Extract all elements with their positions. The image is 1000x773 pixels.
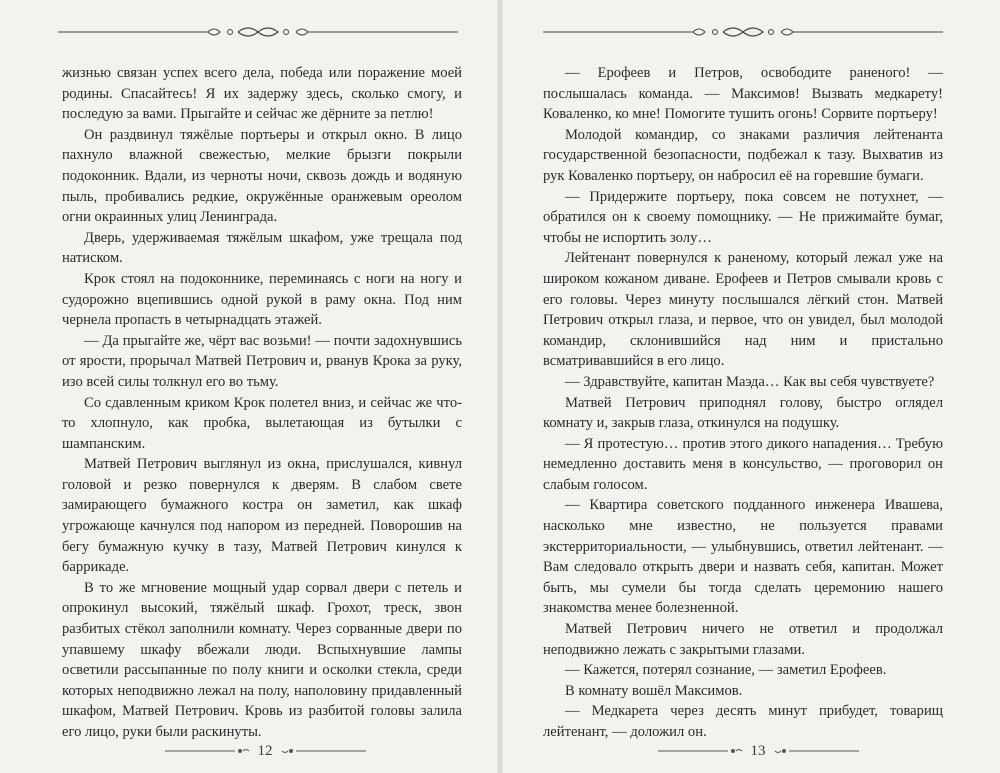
paragraph: Матвей Петрович ничего не ответил и продолжал неподвижно лежать с закрытыми глазами. (543, 621, 943, 658)
left-page (0, 0, 497, 773)
paragraph: Матвей Петрович приподнял голову, быстро оглядел комнату и, закрыв глаза, откинулся на подушку. (543, 394, 943, 432)
header-ornament (58, 22, 458, 42)
header-ornament (543, 22, 943, 42)
right-page (503, 0, 1000, 773)
paragraph: В комнату вошёл Максимов. (565, 682, 743, 699)
paragraph: — Квартира советского подданного инженера Ивашева, насколько мне известно, не пользуется правами экстерриториальности, — улыбнувшись, ответил лейтенант. — Вам следовало открыть двери и назвать себя, капитан. Может быть, мы сумели бы тогда сделать церемонию нашего знакомства менее болезненной. (543, 497, 943, 617)
paragraph: Молодой командир, со знаками различия лейтенанта государственной безопасности, подбежал к тазу. Выхватив из рук Коваленко портьеру, он набросил её на горевшие бумаги. (543, 126, 943, 184)
page-number: 12 (257, 742, 273, 759)
paragraph: Лейтенант повернулся к раненому, который лежал уже на широком кожаном диване. Ерофеев и Петров смывали кровь с его головы. Через минуту послышался лёгкий стон. Матвей Петрович открыл глаза, и первое, что он увидел, был молодой командир, склонившийся над ним и пристально всматривавшийся в его лицо. (543, 250, 943, 370)
footer-ornament (658, 746, 743, 756)
paragraph: жизнью связан успех всего дела, победа или поражение моей родины. Спасайтесь! Я их задержу здесь, сколько смогу, и последую за вами. Прыгайте и сейчас же дёрните за петлю! (62, 65, 462, 123)
page-number-footer (130, 742, 400, 760)
paragraph: Крок стоял на подоконнике, переминаясь с ноги на ногу и судорожно вцепившись одной рукой в раму окна. Под ним чернела пропасть в четырнадцать этажей. (62, 270, 462, 329)
footer-ornament (281, 746, 366, 756)
page-number: 13 (750, 742, 766, 759)
paragraph: — Здравствуйте, капитан Маэда… Как вы себя чувствуете? (565, 373, 935, 390)
paragraph: — Медкарета через десять минут прибудет, товарищ лейтенант, — доложил он. (543, 703, 943, 740)
paragraph: Дверь, удерживаемая тяжёлым шкафом, уже трещала под натиском. (62, 229, 462, 267)
footer-ornament (774, 746, 859, 756)
paragraph: Со сдавленным криком Крок полетел вниз, и сейчас же что-то хлопнуло, как пробка, вылетающая из бутылки с шампанским. (62, 394, 462, 452)
paragraph: Он раздвинул тяжёлые портьеры и открыл окно. В лицо пахнуло влажной свежестью, мелкие брызги покрыли подоконник. Вдали, из черноты ночи, сквозь дождь и водяную пыль, пробивались редкие, окружённые оранжевым ореолом огни окраинных улиц Ленинграда. (62, 126, 462, 226)
paragraph: — Ерофеев и Петров, освободите раненого! — послышалась команда. — Максимов! Вызвать медкарету! Коваленко, ко мне! Помогите тушить огонь! Сорвите портьеру! (543, 65, 943, 123)
paragraph: — Я протестую… против этого дикого нападения… Требую немедленно доставить меня в консульство, — проговорил он слабым голосом. (543, 435, 943, 493)
paragraph: — Придержите портьеру, пока совсем не потухнет, — обратился он к своему помощнику. — Не прижимайте бумаг, чтобы не испортить золу… (543, 188, 943, 246)
paragraph: — Кажется, потерял сознание, — заметил Ерофеев. (565, 662, 887, 679)
left-page-text (62, 63, 462, 743)
footer-ornament (165, 746, 250, 756)
right-page-text (543, 63, 943, 743)
paragraph: Матвей Петрович выглянул из окна, прислушался, кивнул головой и резко повернулся к дверям. В слабом свете замирающего бумажного костра он заметил, как шкаф угрожающе качнулся под напором из передней. Поворошив на бегу бумажную кучку в тазу, Матвей Петрович кинулся к баррикаде. (62, 456, 462, 576)
paragraph: В то же мгновение мощный удар сорвал двери с петель и опрокинул высокий, тяжёлый шкаф. Грохот, треск, звон разбитых стёкол заполнили комнату. Через сорванные двери по упавшему шкафу вбежали люди. Вспыхнувшие лампы осветили рассыпанные по полу книги и осколки стекла, среди которых неподвижно лежал на полу, наполовину придавленный шкафом, Матвей Петрович. Кровь из разбитой головы залила его лицо, руки были раскинуты. (62, 579, 462, 740)
paragraph: — Да прыгайте же, чёрт вас возьми! — почти задохнувшись от ярости, прорычал Матвей Петрович и, рванув Крока за руку, изо всей силы толкнул его во тьму. (62, 332, 462, 390)
page-number-footer (623, 742, 893, 760)
